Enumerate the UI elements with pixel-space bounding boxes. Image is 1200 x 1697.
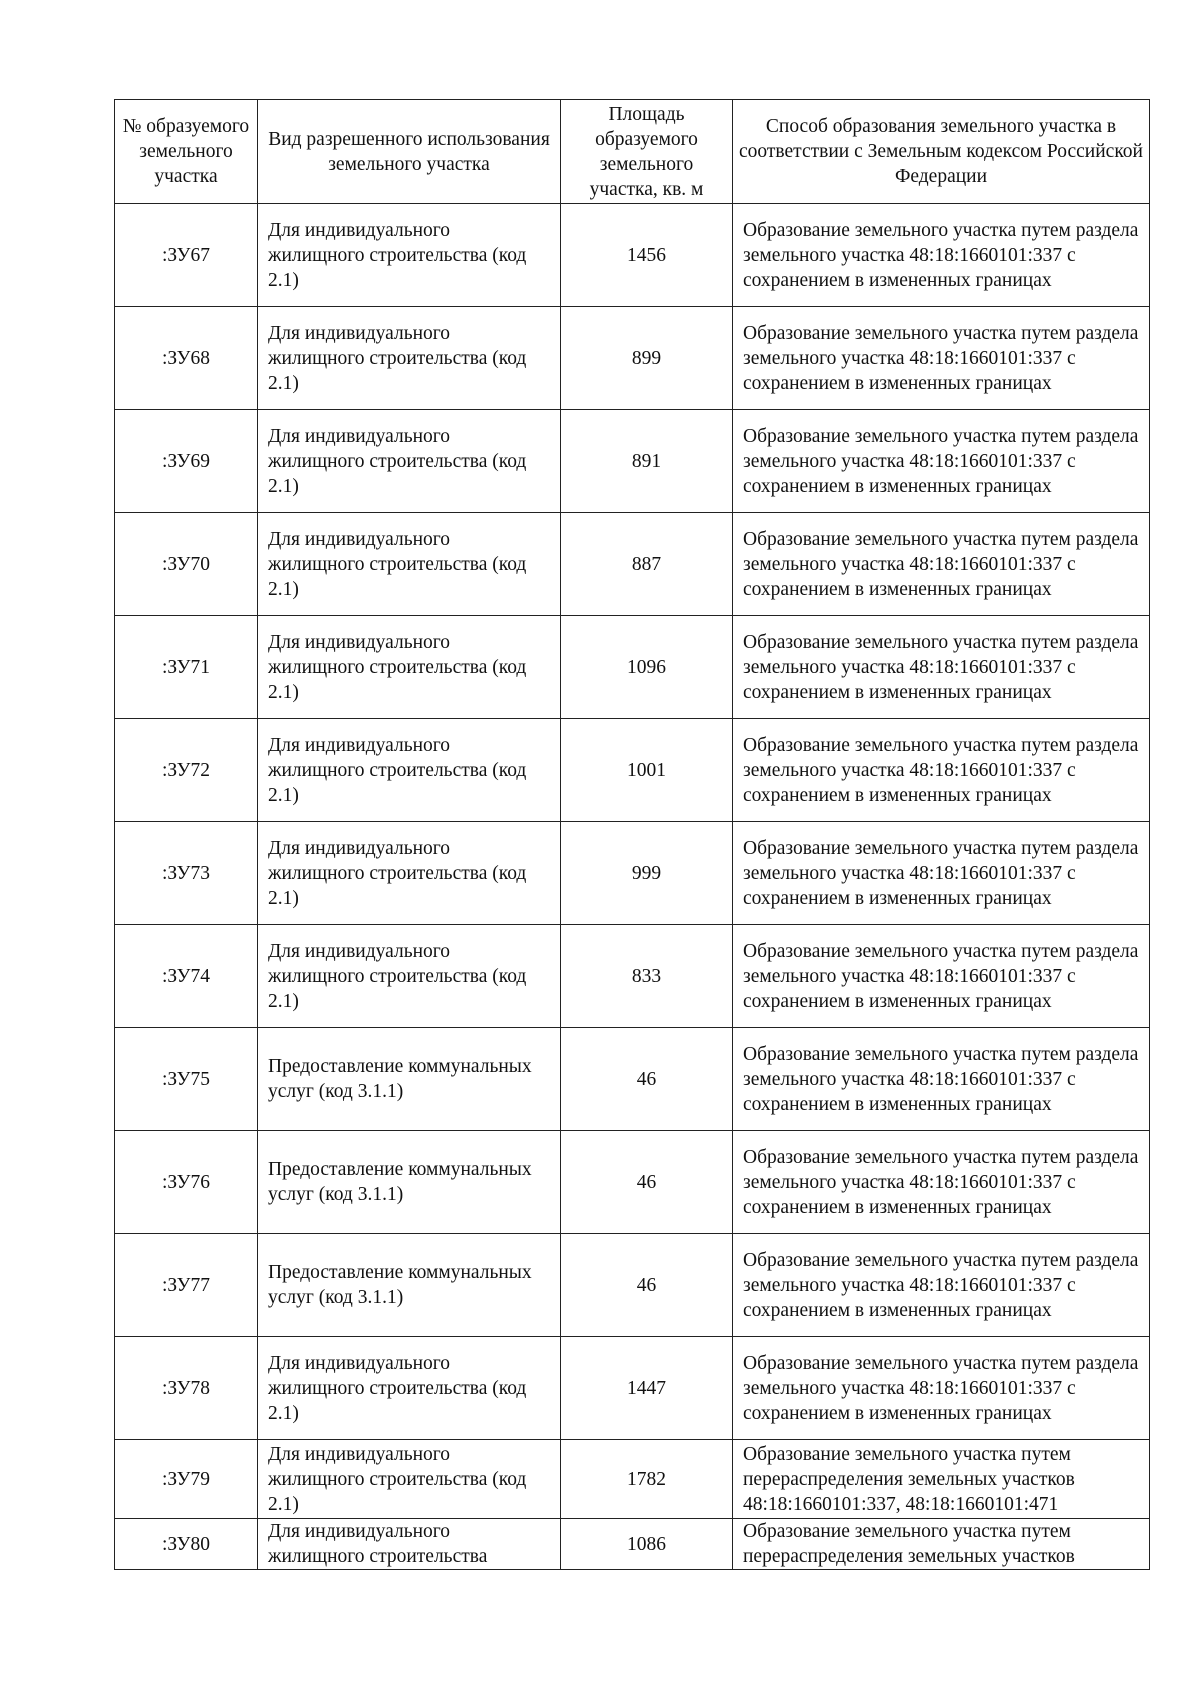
cell-area: 1086 xyxy=(561,1519,733,1570)
cell-area: 1782 xyxy=(561,1440,733,1519)
table-row xyxy=(115,1440,1150,1519)
cell-parcel-number: :ЗУ67 xyxy=(115,204,258,307)
cell-formation-method: Образование земельного участка путем раздела земельного участка 48:18:1660101:337 с сохранением в измененных границах xyxy=(733,410,1150,513)
cell-permitted-use: Для индивидуального жилищного строительства xyxy=(258,1519,561,1570)
cell-parcel-number: :ЗУ68 xyxy=(115,307,258,410)
table-row xyxy=(115,513,1150,616)
cell-parcel-number: :ЗУ69 xyxy=(115,410,258,513)
cell-parcel-number: :ЗУ78 xyxy=(115,1337,258,1440)
cell-formation-method: Образование земельного участка путем раздела земельного участка 48:18:1660101:337 с сохранением в измененных границах xyxy=(733,1337,1150,1440)
cell-permitted-use: Предоставление коммунальных услуг (код 3.1.1) xyxy=(258,1028,561,1131)
cell-formation-method: Образование земельного участка путем раздела земельного участка 48:18:1660101:337 с сохранением в измененных границах xyxy=(733,1028,1150,1131)
table-row xyxy=(115,925,1150,1028)
cell-permitted-use: Для индивидуального жилищного строительства (код 2.1) xyxy=(258,307,561,410)
table-row xyxy=(115,719,1150,822)
cell-permitted-use: Для индивидуального жилищного строительства (код 2.1) xyxy=(258,925,561,1028)
cell-formation-method: Образование земельного участка путем перераспределения земельных участков xyxy=(733,1519,1150,1570)
cell-parcel-number: :ЗУ70 xyxy=(115,513,258,616)
cell-parcel-number: :ЗУ75 xyxy=(115,1028,258,1131)
cell-permitted-use: Для индивидуального жилищного строительства (код 2.1) xyxy=(258,1440,561,1519)
cell-area: 833 xyxy=(561,925,733,1028)
cell-area: 999 xyxy=(561,822,733,925)
header-parcel-number: № образуемого земельного участка xyxy=(115,100,258,204)
cell-formation-method: Образование земельного участка путем раздела земельного участка 48:18:1660101:337 с сохранением в измененных границах xyxy=(733,1234,1150,1337)
cell-parcel-number: :ЗУ79 xyxy=(115,1440,258,1519)
cell-area: 899 xyxy=(561,307,733,410)
cell-area: 46 xyxy=(561,1234,733,1337)
cell-permitted-use: Для индивидуального жилищного строительства (код 2.1) xyxy=(258,616,561,719)
header-permitted-use: Вид разрешенного использования земельного участка xyxy=(258,100,561,204)
cell-area: 46 xyxy=(561,1131,733,1234)
cell-area: 1001 xyxy=(561,719,733,822)
table-row xyxy=(115,616,1150,719)
cell-permitted-use: Для индивидуального жилищного строительства (код 2.1) xyxy=(258,822,561,925)
header-area: Площадь образуемого земельного участка, кв. м xyxy=(561,100,733,204)
cell-area: 1456 xyxy=(561,204,733,307)
cell-permitted-use: Для индивидуального жилищного строительства (код 2.1) xyxy=(258,410,561,513)
header-row xyxy=(115,100,1150,204)
cell-parcel-number: :ЗУ76 xyxy=(115,1131,258,1234)
cell-formation-method: Образование земельного участка путем раздела земельного участка 48:18:1660101:337 с сохранением в измененных границах xyxy=(733,1131,1150,1234)
table-body xyxy=(115,204,1150,1570)
cell-permitted-use: Для индивидуального жилищного строительства (код 2.1) xyxy=(258,204,561,307)
header-formation-method: Способ образования земельного участка в соответствии с Земельным кодексом Российской Федерации xyxy=(733,100,1150,204)
table-row xyxy=(115,1519,1150,1570)
cell-area: 1447 xyxy=(561,1337,733,1440)
cell-permitted-use: Для индивидуального жилищного строительства (код 2.1) xyxy=(258,513,561,616)
cell-permitted-use: Предоставление коммунальных услуг (код 3.1.1) xyxy=(258,1131,561,1234)
cell-formation-method: Образование земельного участка путем раздела земельного участка 48:18:1660101:337 с сохранением в измененных границах xyxy=(733,925,1150,1028)
table-row xyxy=(115,307,1150,410)
cell-parcel-number: :ЗУ72 xyxy=(115,719,258,822)
cell-permitted-use: Предоставление коммунальных услуг (код 3.1.1) xyxy=(258,1234,561,1337)
cell-area: 891 xyxy=(561,410,733,513)
cell-parcel-number: :ЗУ71 xyxy=(115,616,258,719)
table-row xyxy=(115,1131,1150,1234)
cell-area: 887 xyxy=(561,513,733,616)
cell-parcel-number: :ЗУ77 xyxy=(115,1234,258,1337)
table-row xyxy=(115,410,1150,513)
cell-formation-method: Образование земельного участка путем перераспределения земельных участков 48:18:1660101:337, 48:18:1660101:471 xyxy=(733,1440,1150,1519)
cell-parcel-number: :ЗУ73 xyxy=(115,822,258,925)
cell-permitted-use: Для индивидуального жилищного строительства (код 2.1) xyxy=(258,719,561,822)
cell-formation-method: Образование земельного участка путем раздела земельного участка 48:18:1660101:337 с сохранением в измененных границах xyxy=(733,822,1150,925)
cell-area: 46 xyxy=(561,1028,733,1131)
table-row xyxy=(115,1028,1150,1131)
cell-parcel-number: :ЗУ74 xyxy=(115,925,258,1028)
cell-area: 1096 xyxy=(561,616,733,719)
cell-formation-method: Образование земельного участка путем раздела земельного участка 48:18:1660101:337 с сохранением в измененных границах xyxy=(733,719,1150,822)
cell-permitted-use: Для индивидуального жилищного строительства (код 2.1) xyxy=(258,1337,561,1440)
land-parcels-table xyxy=(114,99,1150,1570)
cell-formation-method: Образование земельного участка путем раздела земельного участка 48:18:1660101:337 с сохранением в измененных границах xyxy=(733,513,1150,616)
cell-formation-method: Образование земельного участка путем раздела земельного участка 48:18:1660101:337 с сохранением в измененных границах xyxy=(733,204,1150,307)
table-row xyxy=(115,1234,1150,1337)
table-row xyxy=(115,822,1150,925)
table-row xyxy=(115,204,1150,307)
cell-formation-method: Образование земельного участка путем раздела земельного участка 48:18:1660101:337 с сохранением в измененных границах xyxy=(733,616,1150,719)
cell-parcel-number: :ЗУ80 xyxy=(115,1519,258,1570)
table-row xyxy=(115,1337,1150,1440)
table-header xyxy=(115,100,1150,204)
cell-formation-method: Образование земельного участка путем раздела земельного участка 48:18:1660101:337 с сохранением в измененных границах xyxy=(733,307,1150,410)
